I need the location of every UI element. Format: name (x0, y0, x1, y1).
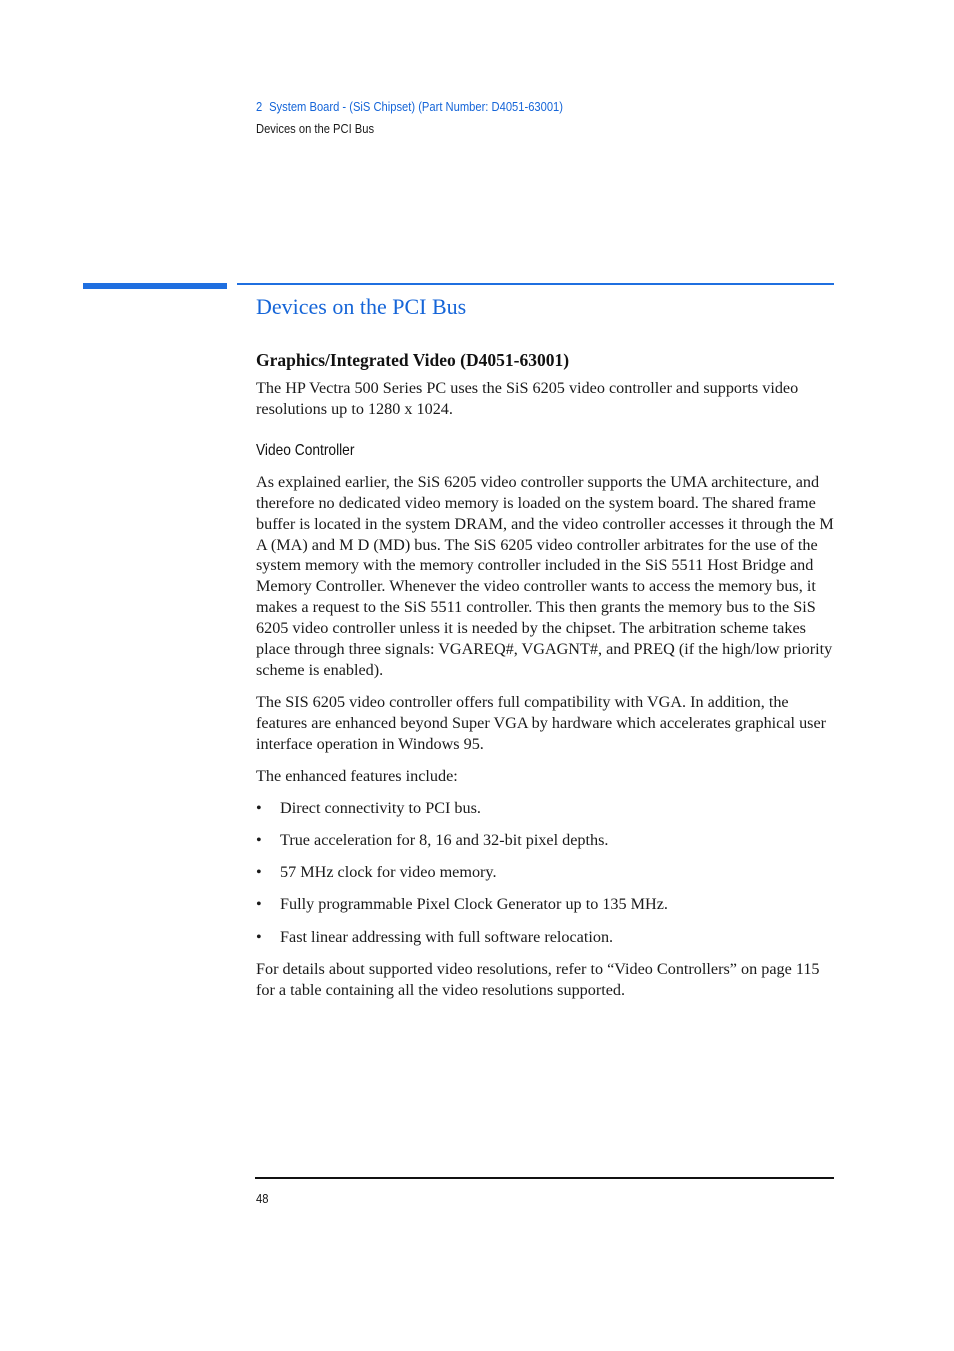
subsection-heading: Graphics/Integrated Video (D4051-63001) (256, 350, 570, 370)
section-header: Devices on the PCI Bus (256, 121, 375, 136)
chapter-number: 2 (256, 99, 263, 114)
chapter-title: System Board - (SiS Chipset) (Part Number: D4051-63001) (269, 99, 564, 114)
section-rule-thick (83, 283, 227, 289)
list-item-text: True acceleration for 8, 16 and 32-bit pixel depths. (280, 830, 609, 849)
page-title: Devices on the PCI Bus (256, 294, 467, 319)
page-content (256, 292, 836, 1012)
bullet-icon: • (256, 798, 262, 817)
list-item (256, 894, 836, 915)
intro-paragraph: The HP Vectra 500 Series PC uses the SiS 6205 video controller and supports video resolutions up to 1280 x 1024. (256, 379, 799, 418)
video-controller-heading: Video Controller (256, 441, 355, 459)
bullet-icon: • (256, 927, 262, 946)
chapter-header (256, 96, 563, 118)
bullet-icon: • (256, 830, 262, 849)
paragraph-uma: As explained earlier, the SiS 6205 video controller supports the UMA architecture, and therefore no dedicated video memory is loaded on the system board. The shared frame buffer is located in the system DRAM, and the video controller accesses it through the M A (MA) and M D (MD) bus. The SiS 6205 video controller arbitrates for the use of the system memory with the memory controller included in the SiS 5511 Host Bridge and Memory Controller. Whenever the video controller wants to access the memory bus, it makes a request to the SiS 5511 controller. This then grants the memory bus to the SiS 6205 video controller unless it is needed by the chipset. The arbitration scheme takes place through three signals: VGAREQ#, VGAGNT#, and PREQ (if the high/low priority scheme is enabled). (256, 472, 834, 679)
bullet-icon: • (256, 895, 262, 914)
list-item (256, 798, 836, 819)
list-item-text: Fast linear addressing with full software relocation. (280, 927, 614, 946)
list-item-text: Fully programmable Pixel Clock Generator up to 135 MHz. (280, 895, 668, 914)
paragraph-vga: The SIS 6205 video controller offers full compatibility with VGA. In addition, the features are enhanced beyond Super VGA by hardware which accelerates graphical user interface operation in Windows 95. (256, 692, 827, 753)
page-number: 48 (256, 1191, 269, 1206)
list-item (256, 927, 836, 948)
footer-rule (255, 1177, 834, 1179)
feature-list (256, 798, 836, 948)
list-item (256, 830, 836, 851)
section-rule-thin (237, 283, 834, 285)
closing-paragraph: For details about supported video resolutions, refer to “Video Controllers” on page 115 for a table containing all the video resolutions supported. (256, 959, 820, 999)
list-item-text: Direct connectivity to PCI bus. (280, 798, 481, 817)
paragraph-features-intro: The enhanced features include: (256, 766, 458, 785)
running-header (256, 96, 563, 140)
bullet-icon: • (256, 863, 262, 882)
list-item-text: 57 MHz clock for video memory. (280, 863, 497, 882)
list-item (256, 862, 836, 883)
